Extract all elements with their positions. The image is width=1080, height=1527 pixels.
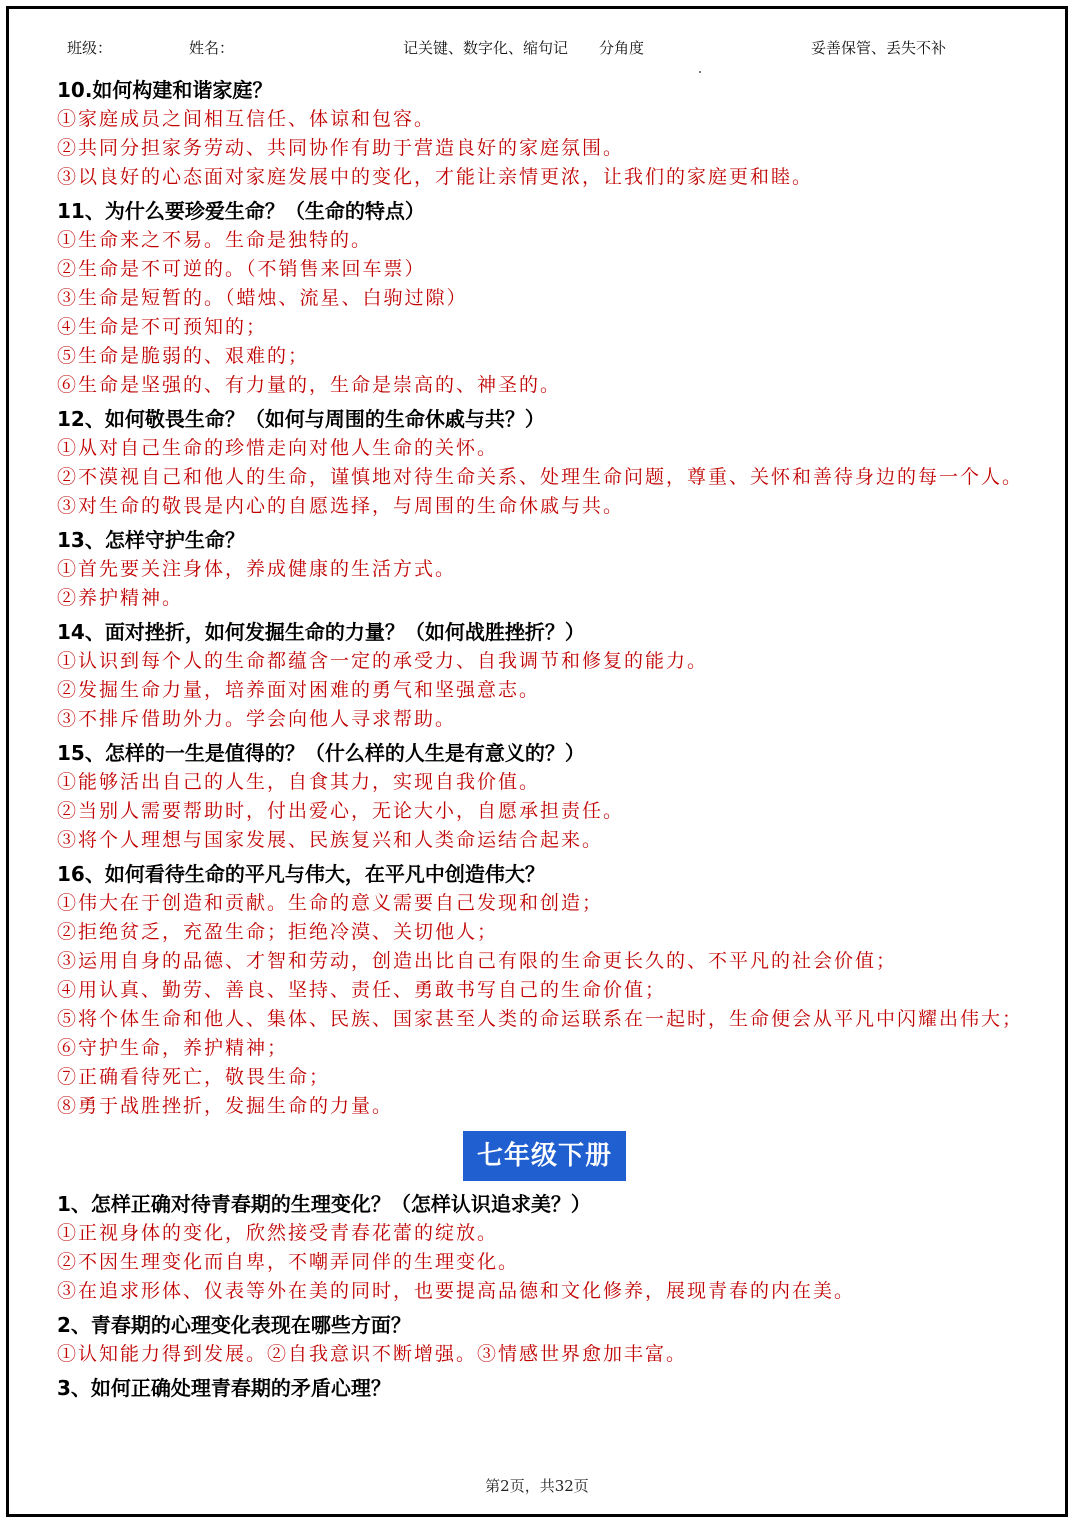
question-heading: 15、怎样的一生是值得的？（什么样的人生是有意义的？）	[57, 741, 585, 765]
answer-line: ②共同分担家务劳动、共同协作有助于营造良好的家庭氛围。	[57, 137, 625, 159]
question-heading: 3、如何正确处理青春期的矛盾心理？	[57, 1376, 391, 1400]
banner-wrap	[57, 1131, 1032, 1183]
section-group	[57, 75, 1032, 1121]
class-label: 班级：	[67, 39, 113, 57]
answer-line: ⑦正确看待死亡，敬畏生命；	[57, 1066, 331, 1088]
answer-line: ②养护精神。	[57, 587, 184, 609]
answer-line: ①家庭成员之间相互信任、体谅和包容。	[57, 108, 436, 130]
grade-banner: 七年级下册	[463, 1131, 626, 1181]
header-tip: 记关键、数字化、缩句记	[403, 39, 569, 57]
section-group-2	[57, 1189, 1032, 1403]
header-tip-2: 分角度	[599, 39, 645, 57]
page-content	[57, 71, 1032, 1403]
answer-line: ①正视身体的变化，欣然接受青春花蕾的绽放。	[57, 1222, 499, 1244]
answer-line: ①生命来之不易。生命是独特的。	[57, 229, 373, 251]
answer-line: ②生命是不可逆的。（不销售来回车票）	[57, 258, 426, 280]
answer-line: ③在追求形体、仪表等外在美的同时，也要提高品德和文化修养，展现青春的内在美。	[57, 1280, 856, 1302]
answer-line: ①认知能力得到发展。②自我意识不断增强。③情感世界愈加丰富。	[57, 1343, 688, 1365]
question-heading: 13、怎样守护生命？	[57, 528, 245, 552]
answer-line: ②拒绝贫乏，充盈生命；拒绝冷漠、关切他人；	[57, 921, 499, 943]
answer-line: ③生命是短暂的。（蜡烛、流星、白驹过隙）	[57, 287, 468, 309]
question-heading: 11、为什么要珍爱生命？（生命的特点）	[57, 199, 425, 223]
answer-line: ⑤生命是脆弱的、艰难的；	[57, 345, 310, 367]
name-label: 姓名：	[189, 39, 235, 57]
answer-line: ③对生命的敬畏是内心的自愿选择，与周围的生命休戚与共。	[57, 495, 625, 517]
header-right-tip: 妥善保管、丢失不补	[811, 39, 947, 57]
answer-line: ③不排斥借助外力。学会向他人寻求帮助。	[57, 708, 457, 730]
answer-line: ①认识到每个人的生命都蕴含一定的承受力、自我调节和修复的能力。	[57, 650, 709, 672]
question-heading: 1、怎样正确对待青春期的生理变化？（怎样认识追求美？）	[57, 1192, 591, 1216]
question-heading: 2、青春期的心理变化表现在哪些方面？	[57, 1313, 411, 1337]
question-heading: 12、如何敬畏生命？（如何与周围的生命休戚与共？）	[57, 407, 545, 431]
answer-line: ⑥生命是坚强的、有力量的，生命是崇高的、神圣的。	[57, 374, 562, 396]
answer-line: ④用认真、勤劳、善良、坚持、责任、勇敢书写自己的生命价值；	[57, 979, 667, 1001]
answer-line: ⑤将个体生命和他人、集体、民族、国家甚至人类的命运联系在一起时，生命便会从平凡中闪耀出伟大；	[57, 1008, 1024, 1030]
answer-line: ①伟大在于创造和贡献。生命的意义需要自己发现和创造；	[57, 892, 604, 914]
question-heading: 10.如何构建和谐家庭？	[57, 78, 273, 102]
question-heading: 16、如何看待生命的平凡与伟大，在平凡中创造伟大？	[57, 862, 545, 886]
answer-line: ②发掘生命力量，培养面对困难的勇气和坚强意志。	[57, 679, 541, 701]
answer-line: ①首先要关注身体，养成健康的生活方式。	[57, 558, 457, 580]
answer-line: ②不漠视自己和他人的生命，谨慎地对待生命关系、处理生命问题，尊重、关怀和善待身边的每一个人。	[57, 466, 1024, 488]
answer-line: ①能够活出自己的人生，自食其力，实现自我价值。	[57, 771, 541, 793]
answer-line: ⑧勇于战胜挫折，发掘生命的力量。	[57, 1095, 394, 1117]
answer-line: ①从对自己生命的珍惜走向对他人生命的关怀。	[57, 437, 499, 459]
answer-line: ④生命是不可预知的；	[57, 316, 268, 338]
answer-line: ⑥守护生命，养护精神；	[57, 1037, 289, 1059]
answer-line: ③以良好的心态面对家庭发展中的变化，才能让亲情更浓，让我们的家庭更和睦。	[57, 166, 814, 188]
answer-line: ②当别人需要帮助时，付出爱心，无论大小，自愿承担责任。	[57, 800, 625, 822]
answer-line: ③将个人理想与国家发展、民族复兴和人类命运结合起来。	[57, 829, 604, 851]
page-footer: 第2页，共32页	[485, 1477, 589, 1495]
page-frame	[6, 6, 1068, 1517]
page-header	[9, 37, 1065, 59]
answer-line: ③运用自身的品德、才智和劳动，创造出比自己有限的生命更长久的、不平凡的社会价值；	[57, 950, 898, 972]
question-heading: 14、面对挫折，如何发掘生命的力量？（如何战胜挫折？）	[57, 620, 585, 644]
answer-line: ②不因生理变化而自卑，不嘲弄同伴的生理变化。	[57, 1251, 520, 1273]
